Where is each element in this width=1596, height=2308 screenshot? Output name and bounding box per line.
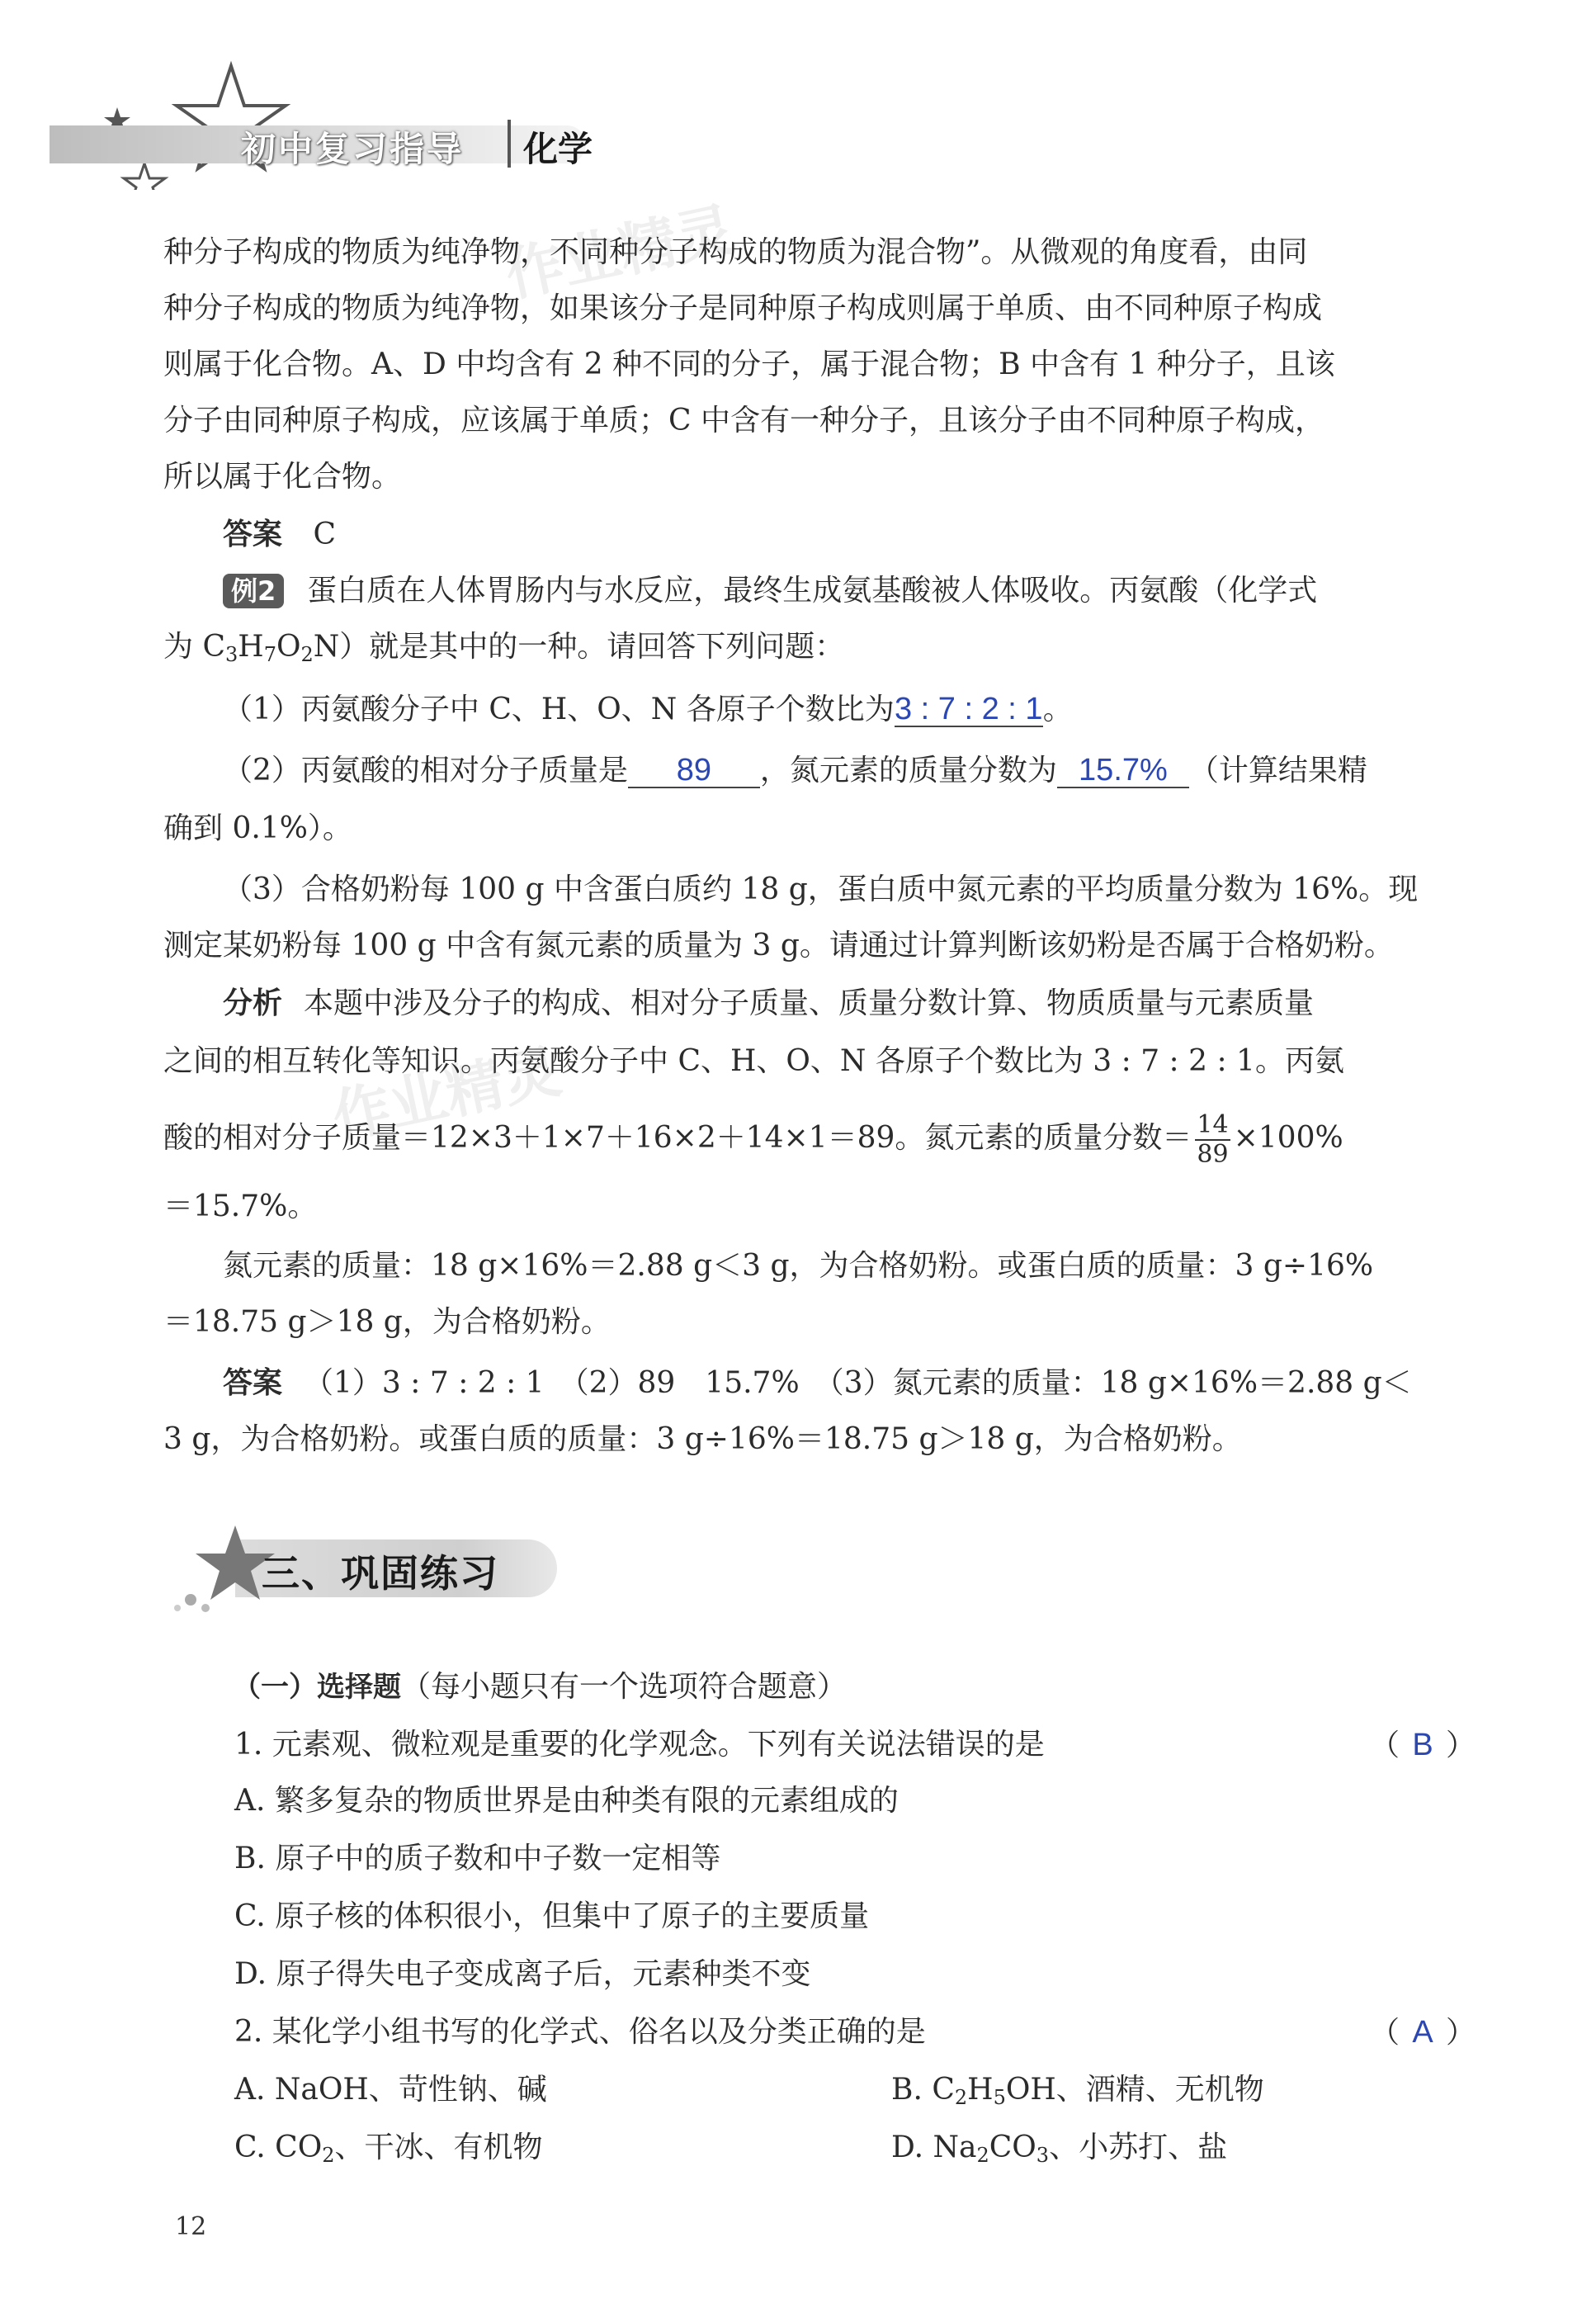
answer-mark: B [1412,1728,1433,1762]
text-segment: 本题中涉及分子的构成、相对分子质量、质量分数计算、物质质量与元素质量 [304,986,1315,1020]
option-b [891,2070,1264,2110]
header-divider [508,120,511,168]
text-line: 3 g，为合格奶粉。或蛋白质的质量：3 g÷16%＝18.75 g＞18 g，为合格奶粉。 [163,1422,1242,1456]
text-line: 所以属于化合物。 [163,460,402,494]
option-b: B. 原子中的质子数和中子数一定相等 [234,1842,721,1875]
answer-line [223,515,336,555]
subscript: 2 [300,643,314,666]
option-c: C. 原子核的体积很小，但集中了原子的主要质量 [234,1899,870,1933]
question-text: （1）丙氨酸分子中 C、H、O、N 各原子个数比为 [223,693,895,726]
fraction-line [163,1111,1343,1169]
text-segment: C. CO [234,2131,323,2164]
answer-label: 答案 [223,518,283,551]
answer-blank: 3 : 7 : 2 : 1 [894,692,1043,726]
question-1 [223,690,1073,730]
text-line: 氮元素的质量：18 g×16%＝2.88 g＜3 g，为合格奶粉。或蛋白质的质量：3 g÷16% [223,1249,1374,1283]
answer-blank-percent: 15.7% [1057,754,1189,788]
watermark: 作业精灵 [499,195,740,310]
series-title: 初中复习指导 [241,129,465,169]
section-title: 三、巩固练习 [262,1551,499,1596]
text-line: 分子由同种原子构成，应该属于单质；C 中含有一种分子，且该分子由不同种原子构成， [163,404,1324,437]
text-line: （3）合格奶粉每 100 g 中含蛋白质约 18 g，蛋白质中氮元素的平均质量分数为 16%。现 [223,873,1419,906]
text-segment: （1）3 : 7 : 2 : 1 （2）89 15.7% （3）氮元素的质量：18 g×16%＝2.88 g＜ [304,1366,1412,1400]
text-segment: O [276,630,301,664]
text-line: 种分子构成的物质为纯净物，不同种分子构成的物质为混合物”。从微观的角度看，由同 [163,235,1308,269]
fraction-numerator: 14 [1197,1110,1229,1139]
answer-mark: A [1412,2015,1433,2050]
subscript: 7 [263,643,276,666]
fraction-denominator: 89 [1197,1140,1229,1169]
text-segment: 酸的相对分子质量＝12×3＋1×7＋16×2＋14×1＝89。氮元素的质量分数＝ [163,1121,1192,1155]
watermark: 作业精灵 [326,1037,567,1152]
subscript: 3 [225,643,238,666]
fraction [1195,1111,1230,1169]
formula-line [163,627,844,667]
question-text: （计算结果精 [1188,754,1367,787]
text-segment: ×100% [1233,1121,1343,1155]
subscript: 2 [954,2086,968,2109]
text-line: 蛋白质在人体胃肠内与水反应，最终生成氨基酸被人体吸收。丙氨酸（化学式 [307,574,1318,608]
text-line: 种分子构成的物质为纯净物，如果该分子是同种原子构成则属于单质、由不同种原子构成 [163,291,1323,325]
option-a: A. 繁多复杂的物质世界是由种类有限的元素组成的 [234,1784,899,1818]
text-segment: 、小苏打、盐 [1049,2131,1228,2164]
answer-blank-mass: 89 [628,754,760,788]
question-stem: 2. 某化学小组书写的化学式、俗名以及分类正确的是 [234,2015,926,2049]
text-line: 则属于化合物。A、D 中均含有 2 种不同的分子，属于混合物；B 中含有 1 种分子，且该 [163,348,1335,381]
page-number: 12 [175,2212,207,2241]
choice-heading [233,1667,847,1707]
answer-paren [1370,2012,1476,2053]
example-tag: 例2 [223,574,284,608]
analysis-label: 分析 [223,986,283,1020]
text-line: 确到 0.1%）。 [163,811,352,845]
text-segment: H [967,2073,994,2107]
choice-heading-label: （一）选择题 [233,1671,401,1704]
option-c [234,2128,543,2168]
text-line: 之间的相互转化等知识。丙氨酸分子中 C、H、O、N 各原子个数比为 3 : 7 : 2 : 1。丙氨 [163,1044,1344,1078]
question-stem: 1. 元素观、微粒观是重要的化学观念。下列有关说法错误的是 [234,1728,1045,1762]
answer-line [223,1364,1412,1403]
subscript: 2 [976,2144,989,2167]
section-banner [169,1519,565,1618]
text-segment: 为 C [163,630,225,664]
text-segment: 。 [1042,693,1073,726]
subscript: 2 [322,2144,335,2167]
text-segment: H [238,630,264,664]
question-text: （2）丙氨酸的相对分子质量是 [223,754,628,787]
text-segment: N）就是其中的一种。请回答下列问题： [313,630,845,664]
text-segment: D. Na [891,2131,977,2164]
paren-open: （ [1370,2016,1400,2050]
subject-title: 化学 [523,129,593,169]
text-segment: 、干冰、有机物 [334,2131,543,2164]
example-intro [223,571,1317,611]
paren-close: ） [1446,2016,1476,2050]
paren-open: （ [1370,1729,1400,1762]
text-line: ＝15.7%。 [163,1189,318,1223]
option-a: A. NaOH、苛性钠、碱 [234,2073,547,2107]
subscript: 5 [993,2086,1006,2109]
choice-heading-note: （每小题只有一个选项符合题意） [401,1670,848,1704]
answer-value: C [313,518,337,551]
question-text: ，氮元素的质量分数为 [759,754,1057,787]
text-segment: OH、酒精、无机物 [1005,2073,1264,2107]
option-d: D. 原子得失电子变成离子后，元素种类不变 [234,1957,811,1991]
paren-close: ） [1446,1729,1476,1762]
text-line: ＝18.75 g＞18 g，为合格奶粉。 [163,1305,611,1339]
answer-paren [1370,1725,1476,1766]
text-line: 测定某奶粉每 100 g 中含有氮元素的质量为 3 g。请通过计算判断该奶粉是否属于合格奶粉。 [163,929,1394,962]
question-2 [223,751,1367,791]
analysis-line [223,984,1314,1024]
text-segment: CO [989,2131,1036,2164]
option-d [891,2128,1227,2168]
text-segment: B. C [891,2073,955,2107]
answer-label: 答案 [223,1366,283,1400]
subscript: 3 [1036,2144,1050,2167]
